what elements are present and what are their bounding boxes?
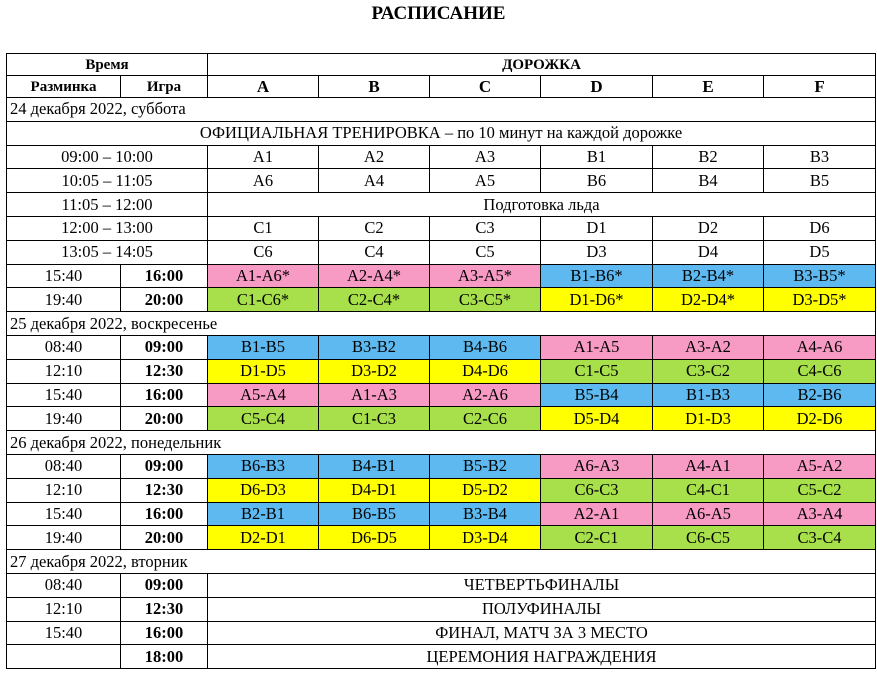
game-row: [7, 454, 876, 478]
date-row: [7, 312, 876, 336]
finals-stage-label: ПОЛУФИНАЛЫ: [208, 597, 876, 621]
practice-row: [7, 216, 876, 240]
match-cell: D6-D5: [319, 526, 430, 550]
match-cell: D5-D4: [541, 407, 653, 431]
practice-cell: A6: [208, 169, 319, 193]
match-cell: D3-D2: [319, 359, 430, 383]
match-cell: A2-A1: [541, 502, 653, 526]
practice-cell: D6: [764, 216, 876, 240]
match-cell: B2-B4*: [653, 264, 764, 288]
practice-cell: B1: [541, 145, 653, 169]
game-time: 12:30: [121, 478, 208, 502]
date-label: 27 декабря 2022, вторник: [7, 550, 876, 574]
game-row: [7, 383, 876, 407]
warmup-time: 12:10: [7, 597, 121, 621]
warmup-time: 15:40: [7, 383, 121, 407]
match-cell: A4-A6: [764, 335, 876, 359]
match-cell: A3-A5*: [430, 264, 541, 288]
date-label: 25 декабря 2022, воскресенье: [7, 312, 876, 336]
match-cell: B3-B5*: [764, 264, 876, 288]
finals-row: [7, 621, 876, 645]
lane-e-header: E: [653, 76, 764, 98]
match-cell: D1-D6*: [541, 288, 653, 312]
match-cell: B4-B1: [319, 454, 430, 478]
practice-cell: A5: [430, 169, 541, 193]
match-cell: A5-A2: [764, 454, 876, 478]
match-cell: C5-C2: [764, 478, 876, 502]
practice-time: 11:05 – 12:00: [7, 193, 208, 217]
warmup-header: Разминка: [7, 76, 121, 98]
practice-cell: B4: [653, 169, 764, 193]
game-time: 09:00: [121, 454, 208, 478]
practice-cell: A1: [208, 145, 319, 169]
match-cell: B3-B4: [430, 502, 541, 526]
date-row: [7, 431, 876, 455]
match-cell: A2-A4*: [319, 264, 430, 288]
match-cell: A1-A3: [319, 383, 430, 407]
finals-row: [7, 597, 876, 621]
match-cell: A5-A4: [208, 383, 319, 407]
match-cell: A3-A2: [653, 335, 764, 359]
practice-cell: D3: [541, 240, 653, 264]
practice-row: [7, 145, 876, 169]
match-cell: C1-C3: [319, 407, 430, 431]
finals-stage-label: ФИНАЛ, МАТЧ ЗА 3 МЕСТО: [208, 621, 876, 645]
date-label: 24 декабря 2022, суббота: [7, 98, 876, 122]
match-cell: B2-B1: [208, 502, 319, 526]
match-cell: D6-D3: [208, 478, 319, 502]
practice-row: [7, 240, 876, 264]
practice-cell: A3: [430, 145, 541, 169]
warmup-time: 19:40: [7, 407, 121, 431]
match-cell: B3-B2: [319, 335, 430, 359]
match-cell: B1-B5: [208, 335, 319, 359]
game-time: 16:00: [121, 264, 208, 288]
practice-cell: B6: [541, 169, 653, 193]
practice-cell: C5: [430, 240, 541, 264]
warmup-time: 19:40: [7, 288, 121, 312]
practice-cell: C6: [208, 240, 319, 264]
game-row: [7, 288, 876, 312]
match-cell: D2-D4*: [653, 288, 764, 312]
game-time: 16:00: [121, 383, 208, 407]
game-time: 20:00: [121, 407, 208, 431]
practice-cell: D5: [764, 240, 876, 264]
match-cell: B5-B2: [430, 454, 541, 478]
game-time: 09:00: [121, 573, 208, 597]
match-cell: D2-D6: [764, 407, 876, 431]
match-cell: D5-D2: [430, 478, 541, 502]
practice-row: [7, 169, 876, 193]
warmup-time: 15:40: [7, 264, 121, 288]
match-cell: C1-C6*: [208, 288, 319, 312]
practice-note: ОФИЦИАЛЬНАЯ ТРЕНИРОВКА – по 10 минут на каждой дорожке: [7, 121, 876, 145]
game-row: [7, 478, 876, 502]
lane-d-header: D: [541, 76, 653, 98]
warmup-time: 08:40: [7, 454, 121, 478]
match-cell: D1-D5: [208, 359, 319, 383]
match-cell: B1-B6*: [541, 264, 653, 288]
match-cell: B6-B5: [319, 502, 430, 526]
date-label: 26 декабря 2022, понедельник: [7, 431, 876, 455]
game-time: 16:00: [121, 621, 208, 645]
match-cell: A1-A6*: [208, 264, 319, 288]
game-time: 18:00: [121, 645, 208, 669]
game-row: [7, 526, 876, 550]
practice-cell: C4: [319, 240, 430, 264]
lane-header: ДОРОЖКА: [208, 54, 876, 76]
game-time: 12:30: [121, 597, 208, 621]
match-cell: B1-B3: [653, 383, 764, 407]
match-cell: C3-C4: [764, 526, 876, 550]
game-row: [7, 502, 876, 526]
match-cell: A2-A6: [430, 383, 541, 407]
game-time: 20:00: [121, 526, 208, 550]
lane-c-header: C: [430, 76, 541, 98]
practice-time: 12:00 – 13:00: [7, 216, 208, 240]
practice-cell: C3: [430, 216, 541, 240]
warmup-time: 15:40: [7, 502, 121, 526]
practice-cell: B5: [764, 169, 876, 193]
match-cell: C3-C2: [653, 359, 764, 383]
finals-stage-label: ЦЕРЕМОНИЯ НАГРАЖДЕНИЯ: [208, 645, 876, 669]
match-cell: C2-C1: [541, 526, 653, 550]
finals-row: [7, 645, 876, 669]
date-row: [7, 98, 876, 122]
match-cell: C5-C4: [208, 407, 319, 431]
lane-a-header: A: [208, 76, 319, 98]
match-cell: A3-A4: [764, 502, 876, 526]
match-cell: B5-B4: [541, 383, 653, 407]
match-cell: D4-D6: [430, 359, 541, 383]
practice-cell: D4: [653, 240, 764, 264]
finals-stage-label: ЧЕТВЕРТЬФИНАЛЫ: [208, 573, 876, 597]
match-cell: B6-B3: [208, 454, 319, 478]
warmup-time: 12:10: [7, 359, 121, 383]
match-cell: C6-C5: [653, 526, 764, 550]
date-row: [7, 550, 876, 574]
schedule-table: [6, 53, 876, 669]
game-row: [7, 407, 876, 431]
header-row-2: [7, 76, 876, 98]
match-cell: A6-A3: [541, 454, 653, 478]
warmup-time: 15:40: [7, 621, 121, 645]
game-header: Игра: [121, 76, 208, 98]
practice-cell: A2: [319, 145, 430, 169]
match-cell: C3-C5*: [430, 288, 541, 312]
match-cell: D1-D3: [653, 407, 764, 431]
match-cell: B4-B6: [430, 335, 541, 359]
game-row: [7, 264, 876, 288]
match-cell: C2-C6: [430, 407, 541, 431]
practice-time: 13:05 – 14:05: [7, 240, 208, 264]
warmup-time: 12:10: [7, 478, 121, 502]
match-cell: C4-C1: [653, 478, 764, 502]
game-time: 12:30: [121, 359, 208, 383]
match-cell: C2-C4*: [319, 288, 430, 312]
finals-row: [7, 573, 876, 597]
match-cell: C4-C6: [764, 359, 876, 383]
match-cell: D3-D5*: [764, 288, 876, 312]
practice-time: 10:05 – 11:05: [7, 169, 208, 193]
warmup-time: 08:40: [7, 335, 121, 359]
practice-cell: C1: [208, 216, 319, 240]
match-cell: C1-C5: [541, 359, 653, 383]
practice-cell: D1: [541, 216, 653, 240]
game-time: 16:00: [121, 502, 208, 526]
practice-time: 09:00 – 10:00: [7, 145, 208, 169]
match-cell: D4-D1: [319, 478, 430, 502]
practice-cell: A4: [319, 169, 430, 193]
match-cell: B2-B6: [764, 383, 876, 407]
page-title: РАСПИСАНИЕ: [371, 3, 506, 24]
match-cell: A6-A5: [653, 502, 764, 526]
practice-cell: B2: [653, 145, 764, 169]
practice-cell: C2: [319, 216, 430, 240]
warmup-time: [7, 645, 121, 669]
warmup-time: 19:40: [7, 526, 121, 550]
practice-cell: D2: [653, 216, 764, 240]
lane-f-header: F: [764, 76, 876, 98]
game-time: 20:00: [121, 288, 208, 312]
match-cell: A4-A1: [653, 454, 764, 478]
note-row: [7, 121, 876, 145]
game-row: [7, 359, 876, 383]
match-cell: C6-C3: [541, 478, 653, 502]
header-row-1: [7, 54, 876, 76]
game-row: [7, 335, 876, 359]
match-cell: A1-A5: [541, 335, 653, 359]
match-cell: D3-D4: [430, 526, 541, 550]
warmup-time: 08:40: [7, 573, 121, 597]
time-header: Время: [7, 54, 208, 76]
ice-prep-label: Подготовка льда: [208, 193, 876, 217]
practice-row: [7, 193, 876, 217]
match-cell: D2-D1: [208, 526, 319, 550]
practice-cell: B3: [764, 145, 876, 169]
lane-b-header: B: [319, 76, 430, 98]
game-time: 09:00: [121, 335, 208, 359]
